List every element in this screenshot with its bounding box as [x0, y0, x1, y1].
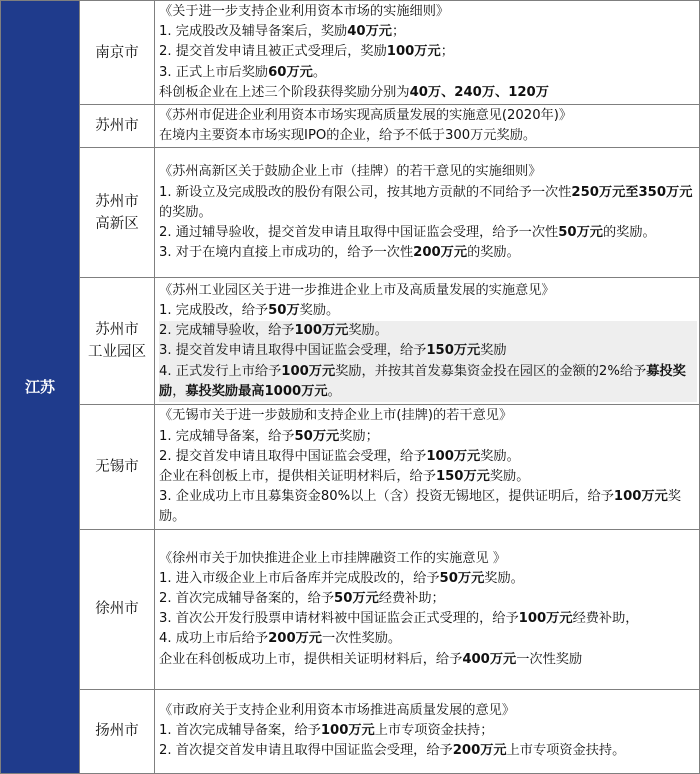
- text-segment: 4. 正式发行上市给予: [159, 363, 282, 379]
- bold-amount: 40万元: [347, 24, 392, 40]
- text-segment: 奖励。: [484, 570, 524, 586]
- bold-amount: 400万元: [462, 651, 517, 667]
- policy-clause: [159, 63, 697, 83]
- text-segment: 奖励。: [159, 489, 681, 525]
- text-segment: 1. 新设立及完成股改的股份有限公司，按其地方贡献的不同给予一次性: [159, 184, 572, 200]
- text-segment: ；: [391, 24, 406, 40]
- policy-cell: [155, 1, 700, 105]
- province-cell: 江苏: [1, 1, 80, 774]
- text-segment: 《徐州市关于加快推进企业上市挂牌融资工作的实施意见 》: [159, 550, 507, 566]
- text-segment: 奖励。: [480, 448, 520, 464]
- text-segment: 奖励: [480, 343, 507, 359]
- bold-amount: 100万元: [294, 323, 349, 339]
- text-segment: 。: [327, 383, 341, 399]
- city-cell: [80, 689, 155, 773]
- city-name: 徐州市: [95, 601, 139, 618]
- text-segment: 一次性奖励: [516, 651, 583, 667]
- city-name: 苏州市: [95, 193, 139, 210]
- policy-clause: [159, 721, 697, 741]
- city-cell: [80, 405, 155, 529]
- text-segment: ；: [440, 44, 454, 60]
- policy-cell: [155, 529, 700, 689]
- text-segment: 经费补助；: [378, 590, 445, 606]
- text-segment: 的奖励。: [467, 245, 520, 261]
- bold-amount: 40万、240万、120万: [409, 84, 549, 100]
- text-segment: 1. 完成股改及辅导备案后，奖励: [159, 24, 348, 40]
- city-name: 南京市: [95, 44, 139, 61]
- policy-clause: [159, 301, 697, 321]
- text-segment: 3. 企业成功上市且募集资金80%以上（含）投资无锡地区，提供证明后，给予: [159, 489, 614, 505]
- policy-title: [159, 162, 697, 182]
- text-segment: 《关于进一步支持企业利用资本市场的实施细则》: [159, 4, 450, 19]
- city-name: 无锡市: [95, 459, 139, 476]
- policy-clause: [159, 126, 697, 146]
- bold-amount: 50万元: [334, 590, 379, 606]
- bold-amount: 50万: [268, 303, 300, 319]
- policy-title: [159, 2, 697, 22]
- text-segment: 2. 提交首发申请且取得中国证监会受理，给予: [159, 448, 427, 464]
- policy-clause: [159, 83, 697, 103]
- city-cell: [80, 278, 155, 405]
- text-segment: 一次性奖励。: [322, 631, 402, 647]
- policy-clause: [159, 569, 697, 589]
- bold-amount: 100万元: [613, 489, 668, 505]
- bold-amount: 募投奖励最高1000万元: [185, 383, 328, 399]
- policy-clause: [159, 223, 697, 243]
- bold-amount: 150万元: [426, 343, 481, 359]
- table-row: [1, 105, 700, 148]
- bold-amount: 250万元至350万元: [571, 184, 693, 200]
- table-row: [1, 405, 700, 529]
- text-segment: 《苏州市促进企业利用资本市场实现高质量发展的实施意见(2020年)》: [159, 108, 573, 124]
- city-cell: [80, 529, 155, 689]
- policy-clause: [159, 22, 697, 42]
- policy-clause: [159, 321, 697, 341]
- text-segment: 奖励。: [489, 469, 530, 485]
- table-row: [1, 689, 700, 773]
- text-segment: 1. 进入市级企业上市后备库并完成股改的，给予: [159, 570, 440, 586]
- text-segment: 上市专项资金扶持。: [506, 743, 626, 759]
- bold-amount: 100万元: [320, 723, 375, 739]
- text-segment: 1. 完成辅导备案，给予: [159, 428, 295, 444]
- policy-clause: [159, 629, 697, 649]
- city-cell: [80, 105, 155, 148]
- policy-clause: [159, 183, 697, 223]
- bold-amount: 150万元: [435, 469, 490, 485]
- policy-clause: [159, 650, 697, 670]
- text-segment: ，: [172, 383, 186, 399]
- text-segment: 科创板企业在上述三个阶段获得奖励分别为: [159, 84, 410, 100]
- table-row: [1, 278, 700, 405]
- policy-title: [159, 701, 697, 721]
- policy-title: [159, 106, 697, 126]
- policy-cell: [155, 689, 700, 773]
- text-segment: 企业在科创板成功上市，提供相关证明材料后，给予: [159, 651, 463, 667]
- text-segment: 奖励。: [299, 303, 340, 319]
- text-segment: 《市政府关于支持企业利用资本市场推进高质量发展的意见》: [159, 702, 516, 718]
- text-segment: 的奖励。: [602, 225, 656, 241]
- text-segment: 3. 提交首发申请且取得中国证监会受理，给予: [159, 343, 427, 359]
- text-segment: 奖励，并按其首发募集资金投在园区的金额的2%给予: [335, 363, 647, 379]
- policy-title: [159, 549, 697, 569]
- bold-amount: 60万元: [268, 64, 313, 80]
- city-name: 苏州市: [95, 322, 139, 339]
- policy-cell: [155, 278, 700, 405]
- text-segment: 1. 首次完成辅导备案，给予: [159, 723, 321, 739]
- table-row: [1, 529, 700, 689]
- text-segment: 3. 对于在境内直接上市成功的，给予一次性: [159, 245, 414, 261]
- city-cell: [80, 148, 155, 278]
- text-segment: 《苏州工业园区关于进一步推进企业上市及高质量发展的实施意见》: [159, 282, 555, 298]
- text-segment: 3. 首次公开发行股票申请材料被中国证监会正式受理的，给予: [159, 611, 519, 627]
- policy-clause: [159, 447, 697, 467]
- text-segment: 2. 提交首发申请且被正式受理后，奖励: [159, 44, 387, 60]
- text-segment: 奖励；: [339, 428, 379, 444]
- policy-clause: [159, 243, 697, 263]
- policy-clause: [159, 362, 697, 402]
- text-segment: 4. 成功上市后给予: [159, 631, 269, 647]
- text-segment: 。: [312, 64, 327, 80]
- bold-amount: 100万元: [281, 363, 336, 379]
- text-segment: 3. 正式上市后奖励: [159, 64, 269, 80]
- city-name: 扬州市: [95, 723, 139, 740]
- bold-amount: 100万元: [518, 611, 573, 627]
- policy-clause: [159, 609, 697, 629]
- policy-clause: [159, 487, 697, 527]
- policy-cell: [155, 105, 700, 148]
- bold-amount: 50万元: [294, 428, 340, 444]
- text-segment: 1. 完成股改，给予: [159, 303, 269, 319]
- text-segment: 2. 首次提交首发申请且取得中国证监会受理，给予: [159, 743, 453, 759]
- table-row: [1, 1, 700, 105]
- bold-amount: 50万元: [558, 225, 603, 241]
- policy-cell: [155, 148, 700, 278]
- bold-amount: 100万元: [386, 44, 441, 60]
- policy-clause: [159, 467, 697, 487]
- policy-clause: [159, 741, 697, 761]
- policy-clause: [159, 589, 697, 609]
- text-segment: 的奖励。: [159, 204, 212, 220]
- bold-amount: 200万元: [452, 743, 507, 759]
- city-name: 苏州市: [95, 118, 139, 135]
- city-cell: [80, 1, 155, 105]
- bold-amount: 募投奖励: [159, 363, 686, 399]
- table-row: [1, 148, 700, 278]
- bold-amount: 100万元: [426, 448, 481, 464]
- text-segment: 经费补助，: [572, 611, 639, 627]
- text-segment: 《苏州高新区关于鼓励企业上市（挂牌）的若干意见的实施细则》: [159, 164, 542, 180]
- policy-clause: [159, 42, 697, 62]
- text-segment: 奖励。: [348, 323, 388, 339]
- city-name: 工业园区: [88, 344, 146, 361]
- text-segment: 2. 首次完成辅导备案的，给予: [159, 590, 335, 606]
- city-name: 高新区: [95, 215, 139, 232]
- text-segment: 上市专项资金扶持；: [374, 723, 494, 739]
- policy-table-body: [1, 1, 700, 774]
- text-segment: 《无锡市关于进一步鼓励和支持企业上市(挂牌)的若干意见》: [159, 408, 513, 424]
- text-segment: 在境内主要资本市场实现IPO的企业，给予不低于300万元奖励。: [159, 128, 537, 144]
- bold-amount: 50万元: [439, 570, 485, 586]
- policy-cell: [155, 405, 700, 529]
- policy-title: [159, 281, 697, 301]
- text-segment: 2. 通过辅导验收，提交首发申请且取得中国证监会受理，给予一次性: [159, 225, 559, 241]
- policy-title: [159, 406, 697, 426]
- policy-clause: [159, 427, 697, 447]
- text-segment: 2. 完成辅导验收，给予: [159, 323, 295, 339]
- bold-amount: 200万元: [413, 245, 468, 261]
- bold-amount: 200万元: [268, 631, 322, 647]
- policy-clause: [159, 341, 697, 361]
- text-segment: 企业在科创板上市，提供相关证明材料后，给予: [159, 469, 436, 485]
